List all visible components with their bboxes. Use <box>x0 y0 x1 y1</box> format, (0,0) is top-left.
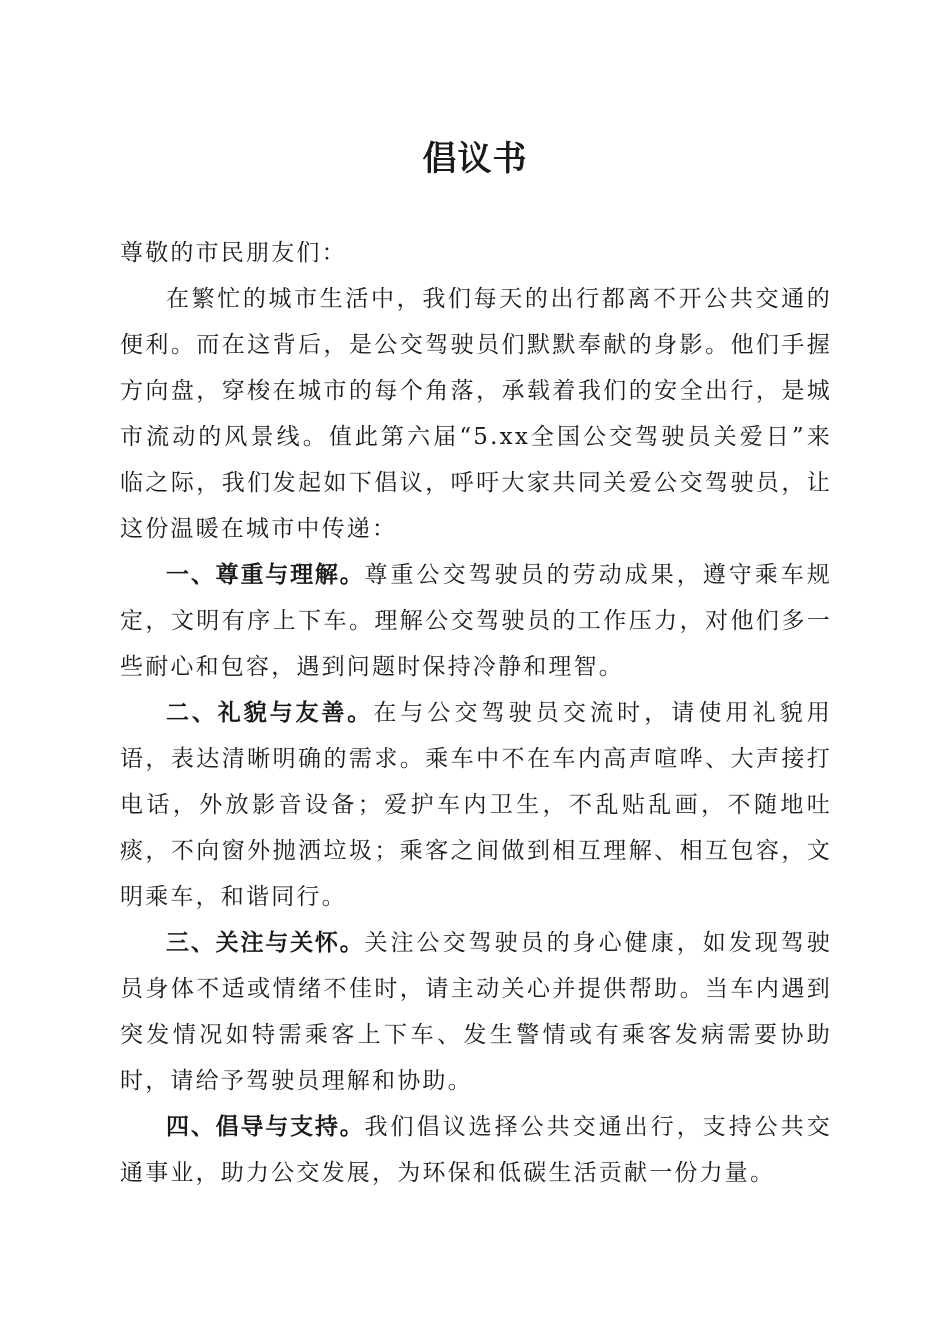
section-paragraph <box>120 690 832 920</box>
section-paragraph <box>120 920 832 1104</box>
section-text: 关注公交驾驶员的身心健康，如发现驾驶员身体不适或情绪不佳时，请主动关心并提供帮助。当车内遇到突发情况如特需乘客上下车、发生警情或有乘客发病需要协助时，请给予驾驶员理解和协助。 <box>120 930 832 1094</box>
document-body <box>120 230 832 1196</box>
section-text: 尊重公交驾驶员的劳动成果，遵守乘车规定，文明有序上下车。理解公交驾驶员的工作压力，对他们多一些耐心和包容，遇到问题时保持冷静和理智。 <box>120 562 832 680</box>
section-heading: 三、关注与关怀。 <box>166 930 365 956</box>
section-text: 在与公交驾驶员交流时，请使用礼貌用语，表达清晰明确的需求。乘车中不在车内高声喧哗、大声接打电话，外放影音设备；爱护车内卫生，不乱贴乱画，不随地吐痰，不向窗外抛洒垃圾；乘客之间做到相互理解、相互包容，文明乘车，和谐同行。 <box>120 700 832 910</box>
section-paragraph <box>120 1104 832 1196</box>
section-heading: 一、尊重与理解。 <box>166 562 365 588</box>
intro-paragraph: 在繁忙的城市生活中，我们每天的出行都离不开公共交通的便利。而在这背后，是公交驾驶员们默默奉献的身影。他们手握方向盘，穿梭在城市的每个角落，承载着我们的安全出行，是城市流动的风景线。值此第六届“5.xx全国公交驾驶员关爱日”来临之际，我们发起如下倡议，呼吁大家共同关爱公交驾驶员，让这份温暖在城市中传递： <box>120 286 832 542</box>
section-text: 我们倡议选择公共交通出行，支持公共交通事业，助力公交发展，为环保和低碳生活贡献一份力量。 <box>120 1114 832 1186</box>
section-heading: 四、倡导与支持。 <box>166 1114 365 1140</box>
salutation: 尊敬的市民朋友们： <box>120 240 347 266</box>
document-title: 倡议书 <box>422 139 528 179</box>
section-heading: 二、礼貌与友善。 <box>166 700 374 726</box>
section-paragraph <box>120 552 832 690</box>
